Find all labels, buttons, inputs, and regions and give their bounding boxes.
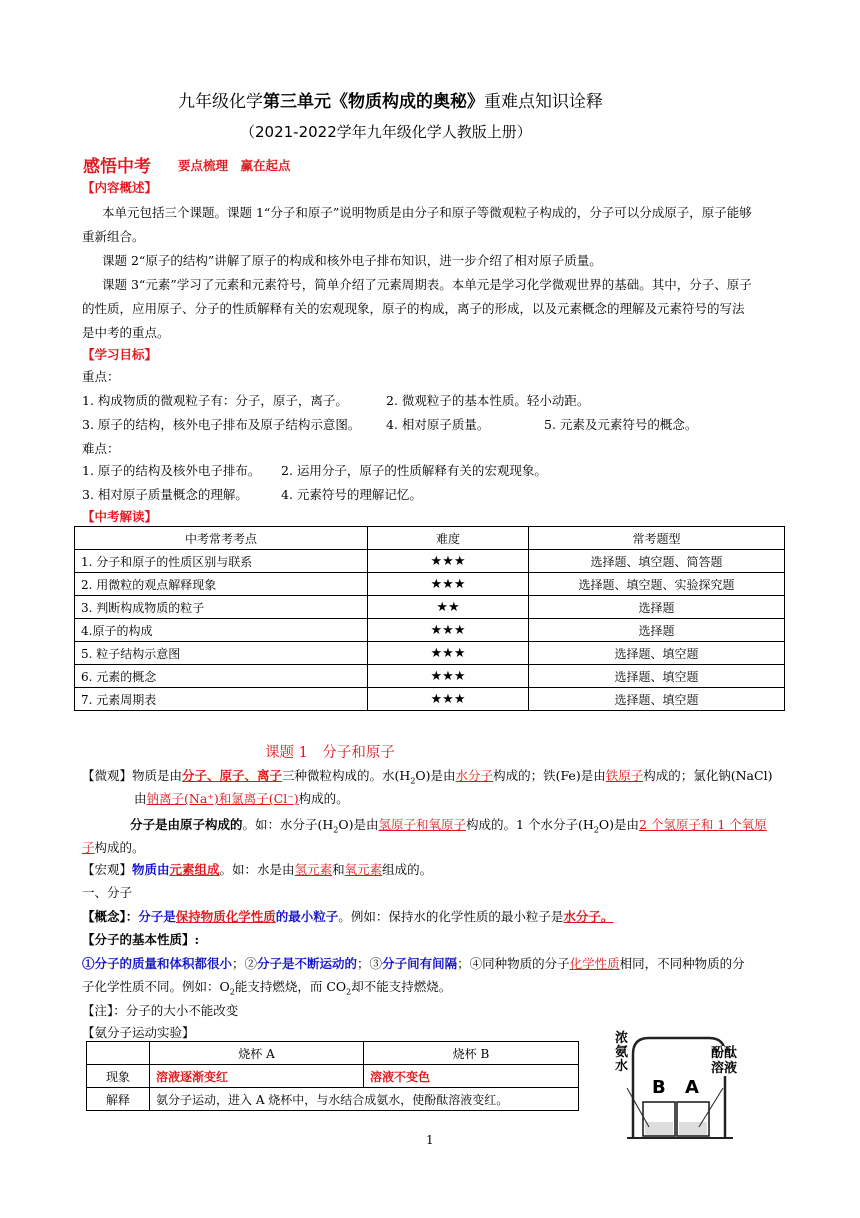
table-row [75, 619, 785, 642]
exp-phenomenon-a: 溶液逐渐变红 [150, 1065, 364, 1088]
prop2-a: 子化学性质不同。例如：O [82, 979, 230, 994]
mol-text-f: O)是由 [598, 817, 639, 832]
table-row [75, 665, 785, 688]
goals-key3: 3. 原子的结构，核外电子排布及原子结构示意图。 [82, 417, 361, 432]
micro-text-a: 物质是由 [132, 768, 183, 783]
micro-tag: 【微观】 [82, 768, 133, 783]
exp-explanation: 氨分子运动，进入 A 烧杯中，与水结合成氨水，使酚酞溶液变红。 [150, 1088, 579, 1111]
exam-cell-stars: ★★★ [368, 619, 529, 642]
note-line: 【注】：分子的大小不能改变 [82, 1003, 239, 1018]
goals-header: 【学习目标】 [82, 347, 158, 362]
prop-c: 分子是不断运动的 [257, 956, 358, 971]
micro-line-2 [134, 790, 834, 808]
goals-diff2: 2. 运用分子，原子的性质解释有关的宏观现象。 [281, 463, 547, 478]
goals-diff-label: 难点： [82, 441, 120, 456]
exam-cell-type: 选择题 [529, 619, 785, 642]
overview-p2: 课题 2“原子的结构”讲解了原子的构成和核外电子排布知识，进一步介绍了相对原子质量。 [102, 253, 602, 268]
macro-text-c: 。如：水是由 [219, 862, 295, 877]
mol2-text: 构成的。 [94, 840, 145, 855]
mol-count: 2 个氢原子和 1 个氧原 [638, 817, 767, 832]
micro-particles: 分子、原子、离子 [182, 768, 283, 783]
exam-cell-type: 选择题 [529, 596, 785, 619]
concept-a: 分子是 [138, 909, 176, 924]
exam-cell-topic: 1. 分子和原子的性质区别与联系 [75, 550, 368, 573]
page-title [178, 87, 603, 112]
table-row [75, 596, 785, 619]
exam-cell-type: 选择题、填空题 [529, 688, 785, 711]
exp-row-label: 现象 [87, 1065, 150, 1088]
goals-key4: 4. 相对原子质量。 [386, 417, 490, 432]
overview-p1a: 本单元包括三个课题。课题 1“分子和原子”说明物质是由分子和原子等微观粒子构成的，分子可以分成原子，原子能够 [102, 205, 752, 220]
concept-tag: 【概念】： [82, 909, 139, 924]
ammonia-label-3: 水 [615, 1059, 629, 1074]
table-row [87, 1042, 579, 1065]
table-row [87, 1065, 579, 1088]
title-part2: 第三单元《物质构成的奥秘》 [263, 92, 484, 112]
exam-cell-stars: ★★ [368, 596, 529, 619]
table-row [87, 1088, 579, 1111]
exam-table-header-row [75, 527, 785, 550]
mol-atoms: 氢原子和氧原子 [378, 817, 467, 832]
exam-cell-type: 选择题、填空题 [529, 642, 785, 665]
props-line-2: 子化学性质不同。例如：$O_2$能支持燃烧，而 $CO_2$却不能支持燃烧。 [82, 979, 452, 997]
micro2-ions: 钠离子(Na⁺)和氯离子(Cl⁻) [146, 791, 299, 806]
overview-p1b: 重新组合。 [82, 229, 145, 244]
macro-text-a: 物质由 [132, 862, 170, 877]
title-part3: 重难点知识诠释 [484, 92, 603, 112]
prop-a: ①分子的质量和体积都很小 [82, 956, 233, 971]
prop2-b: 能支持燃烧，而 CO [234, 979, 347, 994]
mol-bold: 分子是由原子构成的 [130, 817, 243, 832]
ammonia-label-2: 氨 [615, 1045, 629, 1060]
macro-hydrogen: 氢元素 [294, 862, 333, 877]
lesson-title: 课题 1 分子和原子 [265, 745, 395, 761]
props-header-text: 【分子的基本性质】: [82, 932, 200, 947]
phenolphthalein-label-1: 酚酞 [711, 1046, 738, 1061]
macro-element: 元素组成 [169, 862, 220, 877]
macro-tag: 【宏观】 [82, 862, 133, 877]
exam-cell-topic: 7. 元素周期表 [75, 688, 368, 711]
macro-text-e: 和 [332, 862, 345, 877]
exam-col-type: 常考题型 [529, 527, 785, 550]
ammonia-label [615, 1032, 628, 1074]
mol-text-b: 。如：水分子(H [242, 817, 334, 832]
prop-d: ；③ [357, 956, 383, 971]
goals-diff1: 1. 原子的结构及核外电子排布。 [82, 463, 261, 478]
beaker-b-label: B [652, 1077, 666, 1098]
micro-text-d: O)是由 [415, 768, 456, 783]
prop-e: 分子间有间隔 [382, 956, 458, 971]
beaker-a-label: A [685, 1077, 699, 1098]
prop2-c: 却不能支持燃烧。 [351, 979, 452, 994]
exam-header: 【中考解读】 [82, 509, 158, 524]
goals-key2: 2. 微观粒子的基本性质。轻小动距。 [386, 393, 590, 408]
goals-key-label: 重点： [82, 369, 120, 384]
exam-cell-topic: 2. 用微粒的观点解释现象 [75, 573, 368, 596]
goals-key5: 5. 元素及元素符号的概念。 [544, 417, 698, 432]
molecule-line-1: 分子是由原子构成的。如：水分子$(H_2O)$是由氢原子和氧原子构成的。1 个水分子$(H_2O)$是由2 个氢原子和 1 个氧原 [130, 817, 767, 835]
exam-cell-topic: 3. 判断构成物质的粒子 [75, 596, 368, 619]
banner-main: 感悟中考 [83, 157, 151, 177]
micro-text-c: 三种微粒构成的。水(H [282, 768, 411, 783]
exp-col-a: 烧杯 A [150, 1042, 364, 1065]
concept-line [82, 908, 782, 926]
exp-cell-blank [87, 1042, 150, 1065]
exam-cell-stars: ★★★ [368, 688, 529, 711]
exam-col-topic: 中考常考考点 [75, 527, 368, 550]
exp-phenomenon-b: 溶液不变色 [364, 1065, 579, 1088]
macro-line [82, 861, 782, 879]
concept-c: 的最小粒子 [275, 909, 339, 924]
exp-row-label: 解释 [87, 1088, 150, 1111]
molecule-line-2 [82, 839, 782, 857]
props-line-1 [82, 955, 782, 973]
overview-p3b: 的性质，应用原子、分子的性质解释有关的宏观现象，原子的构成，离子的形成，以及元素概念的理解及元素符号的写法 [82, 301, 745, 316]
concept-e: 水分子。 [563, 909, 614, 924]
page-number: 1 [426, 1133, 434, 1147]
phenolphthalein-label [711, 1046, 737, 1076]
exam-cell-topic: 6. 元素的概念 [75, 665, 368, 688]
banner-sub: 要点梳理 赢在起点 [178, 158, 291, 173]
mol-text-e: 构成的。1 个水分子(H [466, 817, 594, 832]
exam-cell-stars: ★★★ [368, 550, 529, 573]
mol2-red: 子 [82, 840, 95, 855]
micro-iron-atom: 铁原子 [605, 768, 644, 783]
macro-text-g: 组成的。 [382, 862, 433, 877]
exam-cell-type: 选择题、填空题、实验探究题 [529, 573, 785, 596]
table-row [75, 550, 785, 573]
prop-f: ；④同种物质的分子 [457, 956, 570, 971]
concept-d: 。例如：保持水的化学性质的最小粒子是 [338, 909, 564, 924]
prop-g: 化学性质 [569, 956, 620, 971]
micro2-text-c: 构成的。 [298, 791, 349, 806]
table-row [75, 573, 785, 596]
exam-cell-topic: 4.原子的构成 [75, 619, 368, 642]
goals-diff4: 4. 元素符号的理解记忆。 [281, 487, 422, 502]
exam-cell-stars: ★★★ [368, 573, 529, 596]
micro-text-f: 构成的；铁(Fe)是由 [493, 768, 606, 783]
goals-key1: 1. 构成物质的微观粒子有：分子，原子，离子。 [82, 393, 348, 408]
micro2-text-a: 由 [134, 791, 147, 806]
exam-cell-stars: ★★★ [368, 642, 529, 665]
exam-col-difficulty: 难度 [368, 527, 529, 550]
experiment-figure [605, 1032, 755, 1142]
section-molecule: 一、分子 [82, 885, 133, 900]
mol-text-c: O)是由 [338, 817, 379, 832]
overview-p3c: 是中考的重点。 [82, 325, 170, 340]
experiment-table [86, 1041, 579, 1111]
micro-line-1: 【微观】物质是由分子、原子、离子三种微粒构成的。水$(H_2O)$是由水分子构成的；铁(Fe)是由铁原子构成的；氯化钠(NaCl) [82, 768, 773, 786]
exam-cell-type: 选择题、填空题、简答题 [529, 550, 785, 573]
props-header [82, 931, 782, 949]
page-subtitle: （2021-2022学年九年级化学人教版上册） [240, 123, 532, 141]
table-row [75, 688, 785, 711]
overview-header: 【内容概述】 [82, 180, 158, 195]
exam-cell-topic: 5. 粒子结构示意图 [75, 642, 368, 665]
exam-table [74, 526, 785, 711]
prop-h: 相同，不同种物质的分 [619, 956, 745, 971]
prop-b: ；② [232, 956, 258, 971]
goals-diff3: 3. 相对原子质量概念的理解。 [82, 487, 248, 502]
experiment-header: 【氨分子运动实验】 [82, 1025, 195, 1040]
micro-text-h: 构成的；氯化钠(NaCl) [643, 768, 773, 783]
exam-cell-stars: ★★★ [368, 665, 529, 688]
exam-cell-type: 选择题、填空题 [529, 665, 785, 688]
overview-p3a: 课题 3“元素”学习了元素和元素符号，简单介绍了元素周期表。本单元是学习化学微观世界的基础。其中，分子、原子 [102, 277, 752, 292]
exp-col-b: 烧杯 B [364, 1042, 579, 1065]
concept-b: 保持物质化学性质 [175, 909, 276, 924]
micro-water-molecule: 水分子 [455, 768, 494, 783]
phenolphthalein-label-2: 溶液 [711, 1061, 738, 1076]
ammonia-label-1: 浓 [615, 1031, 629, 1046]
table-row [75, 642, 785, 665]
title-part1: 九年级化学 [178, 92, 263, 112]
macro-oxygen: 氧元素 [344, 862, 383, 877]
